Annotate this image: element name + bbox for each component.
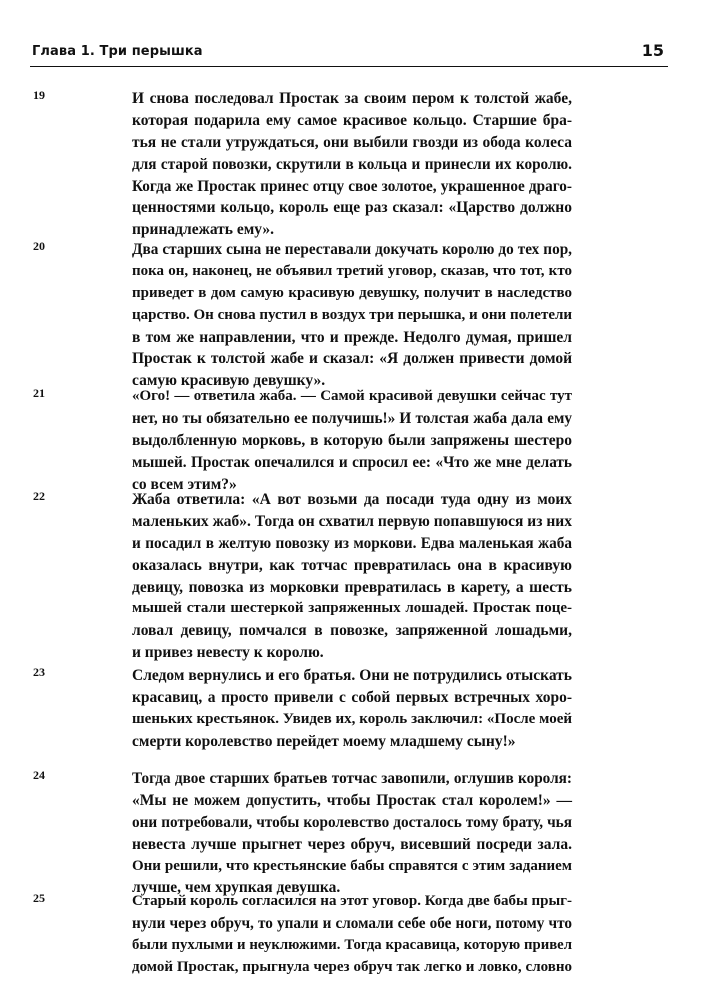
text-line: Два старших сына не переставали докучать королю до тех пор, xyxy=(132,241,572,258)
text-line: «Ого! — ответила жаба. — Самой красивой девушки сейчас тут xyxy=(132,388,572,404)
text-line: выдолбленную морковь, в которую были запряжены шестеро xyxy=(132,431,572,449)
text-line: самую красивую девушку». xyxy=(132,372,326,390)
text-line: домой Простак, прыгнула через обруч так легко и ловко, словно xyxy=(132,958,572,975)
verse-number: 25 xyxy=(33,891,45,905)
text-line: Старый король согласился на этот уговор. Когда две бабы прыг- xyxy=(132,893,572,909)
text-line: «Мы не можем допустить, чтобы Простак стал королем!» — xyxy=(132,791,572,809)
verse-text xyxy=(132,891,572,979)
text-line: Жаба ответила: «А вот возьми да посади туда одну из моих xyxy=(132,491,572,508)
chapter-title: Глава 1. Три перышка xyxy=(32,44,203,59)
text-line: ловал девицу, помчался в повозке, запряженной лошадьми, xyxy=(132,622,572,640)
text-line: нули через обруч, то упали и сломали себе обе ноги, потому что xyxy=(132,914,572,932)
text-line: маленьких жаб». Тогда он схватил первую попавшуюся из них xyxy=(132,512,572,530)
text-line: невеста лучше прыгнет через обруч, висевший посреди зала. xyxy=(132,835,572,853)
verse-text xyxy=(132,489,572,664)
text-line: для старой повозки, скрутили в кольца и принесли их королю. xyxy=(132,155,572,173)
text-line: в том же направлении, что и прежде. Недолго думая, пришел xyxy=(132,328,572,346)
text-line: девицу, повозка из морковки превратилась в карету, а шесть xyxy=(132,578,572,596)
text-line: шеньких крестьянок. Увидев их, король заключил: «После моей xyxy=(132,710,572,727)
verse-number: 21 xyxy=(33,386,45,400)
text-line: красавиц, а просто привели с собой первых встречных хоро- xyxy=(132,688,572,706)
page-number: 15 xyxy=(641,41,664,60)
text-line: Простак к толстой жабе и сказал: «Я должен привести домой xyxy=(132,350,572,368)
text-line: смерти королевство перейдет моему младшему сыну!» xyxy=(132,732,516,750)
text-line: И снова последовал Простак за своим пером к толстой жабе, xyxy=(132,90,572,107)
text-line: которая подарила ему самое красивое кольцо. Старшие бра- xyxy=(132,111,572,129)
text-line: Когда же Простак принес отцу свое золотое, украшенное драго- xyxy=(132,177,572,195)
text-line: они потребовали, чтобы королевство досталось тому брату, чья xyxy=(132,813,572,831)
verse-text xyxy=(132,768,572,899)
text-line: царство. Он снова пустил в воздух три перышка, и они полетели xyxy=(132,306,573,323)
verse-text xyxy=(132,239,572,392)
text-line: нет, но ты обязательно ее получишь!» И толстая жаба дала ему xyxy=(132,409,572,427)
text-line: были пухлыми и неуклюжими. Тогда красавица, которую привел xyxy=(132,936,572,953)
text-line: мышей. Простак опечалился и спросил ее: «Что же мне делать xyxy=(132,453,572,471)
verse-number: 22 xyxy=(33,489,45,503)
verse-number: 19 xyxy=(33,88,45,102)
text-line: тья не стали утруждаться, они выбили гвозди из обода колеса xyxy=(132,133,572,151)
text-line: оказалась внутри, как тотчас превратилась она в красивую xyxy=(132,556,572,574)
text-line: мышей стали шестеркой запряженных лошадей. Простак поце- xyxy=(132,600,572,617)
text-line: и посадил в желтую повозку из моркови. Едва маленькая жаба xyxy=(132,534,572,552)
verse-number: 24 xyxy=(33,768,45,782)
verse-text xyxy=(132,88,572,241)
text-line: и привез невесту к королю. xyxy=(132,644,324,662)
verse-number: 23 xyxy=(33,665,45,679)
text-line: пока он, наконец, не объявил третий уговор, сказав, что тот, кто xyxy=(132,262,572,279)
text-line: Тогда двое старших братьев тотчас завопили, оглушив короля: xyxy=(132,770,572,787)
text-line: ценностями кольцо, король еще раз сказал: «Царство должно xyxy=(132,199,572,217)
verse-number: 20 xyxy=(33,239,45,253)
text-line: со всем этим?» xyxy=(132,475,237,493)
verse-text xyxy=(132,386,572,495)
text-line: Они решили, что крестьянские бабы справятся с этим заданием xyxy=(132,857,572,874)
text-line: приведет в дом самую красивую девушку, получит в наследство xyxy=(132,284,572,301)
text-line: принадлежать ему». xyxy=(132,221,275,239)
verse-text xyxy=(132,665,572,753)
text-line: лучше, чем хрупкая девушка. xyxy=(132,879,341,897)
running-head xyxy=(30,40,668,67)
text-line: Следом вернулись и его братья. Они не потрудились отыскать xyxy=(132,667,572,684)
